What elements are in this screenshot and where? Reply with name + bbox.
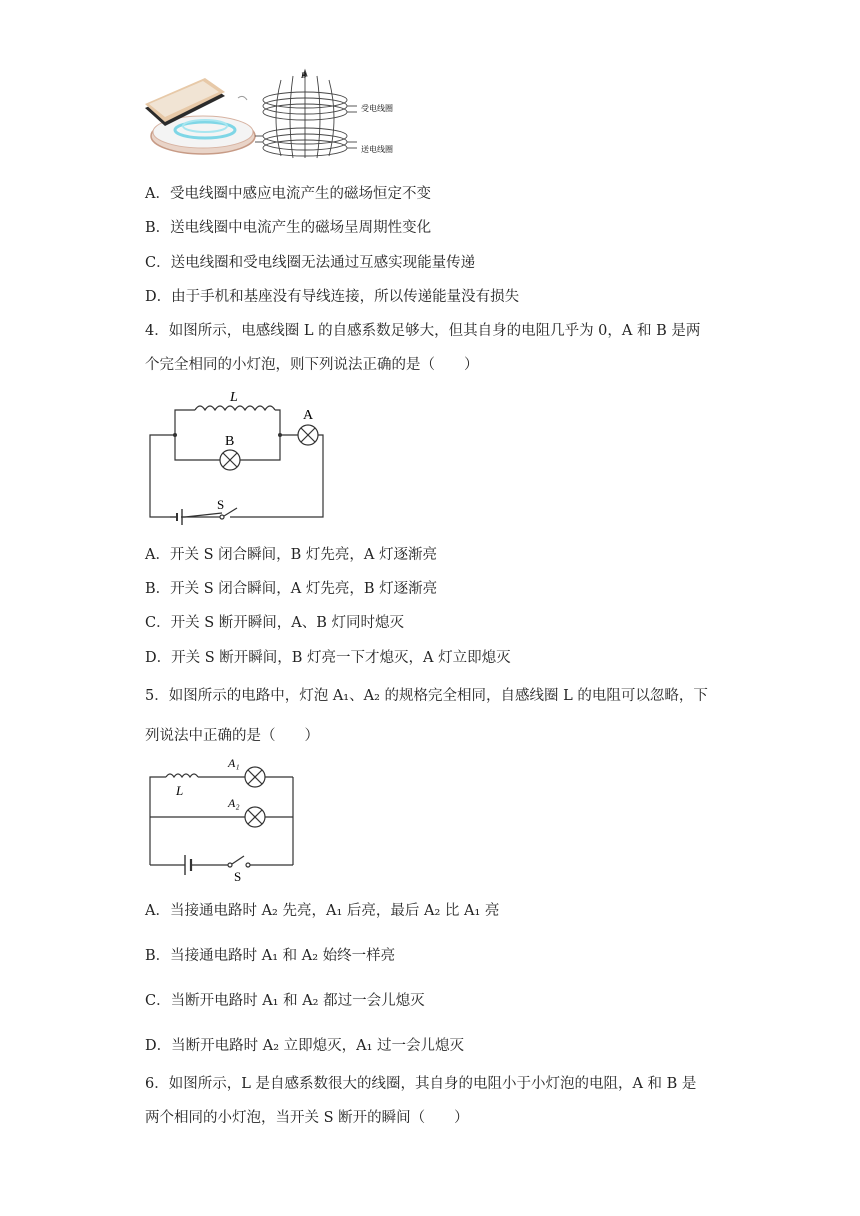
q5-circuit-svg [140,755,310,885]
q4-circuit-figure [140,385,340,525]
receive-coil-label: 受电线圈 [361,104,393,113]
q5-option-b: B．当接通电路时 A₁ 和 A₂ 始终一样亮 [145,948,396,964]
q4-option-d: D．开关 S 断开瞬间，B 灯亮一下才熄灭，A 灯立即熄灭 [145,650,511,666]
q5-label-a2: A₂ [228,796,240,810]
q5-label-a1: A₁ [228,756,240,770]
q5-inductor-coil [166,774,198,777]
q4-option-b: B．开关 S 闭合瞬间，A 灯先亮，B 灯逐渐亮 [145,581,438,597]
send-coil-label: 送电线圈 [361,145,393,154]
q4-junction-left [173,433,177,437]
charger-photo [145,78,255,154]
q5-option-c: C．当断开电路时 A₁ 和 A₂ 都过一会儿熄灭 [145,993,425,1009]
q5-lamp-a1 [245,767,265,787]
q4-label-b: B [225,434,235,449]
wireless-charger-svg [143,68,413,160]
q5-option-a: A．当接通电路时 A₂ 先亮，A₁ 后亮，最后 A₂ 比 A₁ 亮 [145,903,500,919]
q4-label-s: S [217,497,225,512]
q4-stem-line2: 个完全相同的小灯泡，则下列说法正确的是（ ） [145,357,479,373]
q3-option-b: B．送电线圈中电流产生的磁场呈周期性变化 [145,220,432,236]
q3-option-c: C．送电线圈和受电线圈无法通过互感实现能量传递 [145,255,476,271]
q4-lamp-b [220,450,240,470]
field-label-b: B [301,71,306,80]
q4-label-a: A [303,408,314,423]
q4-circuit-svg [140,385,340,525]
q5-lamp-a2 [245,807,265,827]
wireless-charger-figure [143,68,413,160]
q3-option-d: D．由于手机和基座没有导线连接，所以传递能量没有损失 [145,289,520,305]
q4-option-c: C．开关 S 断开瞬间，A、B 灯同时熄灭 [145,615,404,631]
q4-lamp-a [298,425,318,445]
q5-option-d: D．当断开电路时 A₂ 立即熄灭，A₁ 过一会儿熄灭 [145,1038,465,1054]
q5-label-l: L [176,783,184,798]
q6-stem-line2: 两个相同的小灯泡，当开关 S 断开的瞬间（ ） [145,1110,469,1126]
q4-stem-line1: 4．如图所示，电感线圈 L 的自感系数足够大，但其自身的电阻几乎为 0，A 和 B 是两 [145,323,701,339]
q4-junction-right [278,433,282,437]
q5-stem-line1: 5．如图所示的电路中，灯泡 A₁、A₂ 的规格完全相同，自感线圈 L 的电阻可以忽略，下 [145,688,708,704]
q4-option-a: A．开关 S 闭合瞬间，B 灯先亮，A 灯逐渐亮 [145,547,437,563]
coil-diagram [255,70,357,158]
q5-circuit-figure [140,755,310,885]
q5-label-s: S [234,869,242,884]
q3-option-a: A．受电线圈中感应电流产生的磁场恒定不变 [145,186,431,202]
q5-stem-line2: 列说法中正确的是（ ） [145,728,319,744]
q4-inductor-coil [195,406,275,410]
q4-label-l: L [230,390,238,405]
q6-stem-line1: 6．如图所示，L 是自感系数很大的线圈，其自身的电阻小于小灯泡的电阻，A 和 B 是 [145,1076,697,1092]
